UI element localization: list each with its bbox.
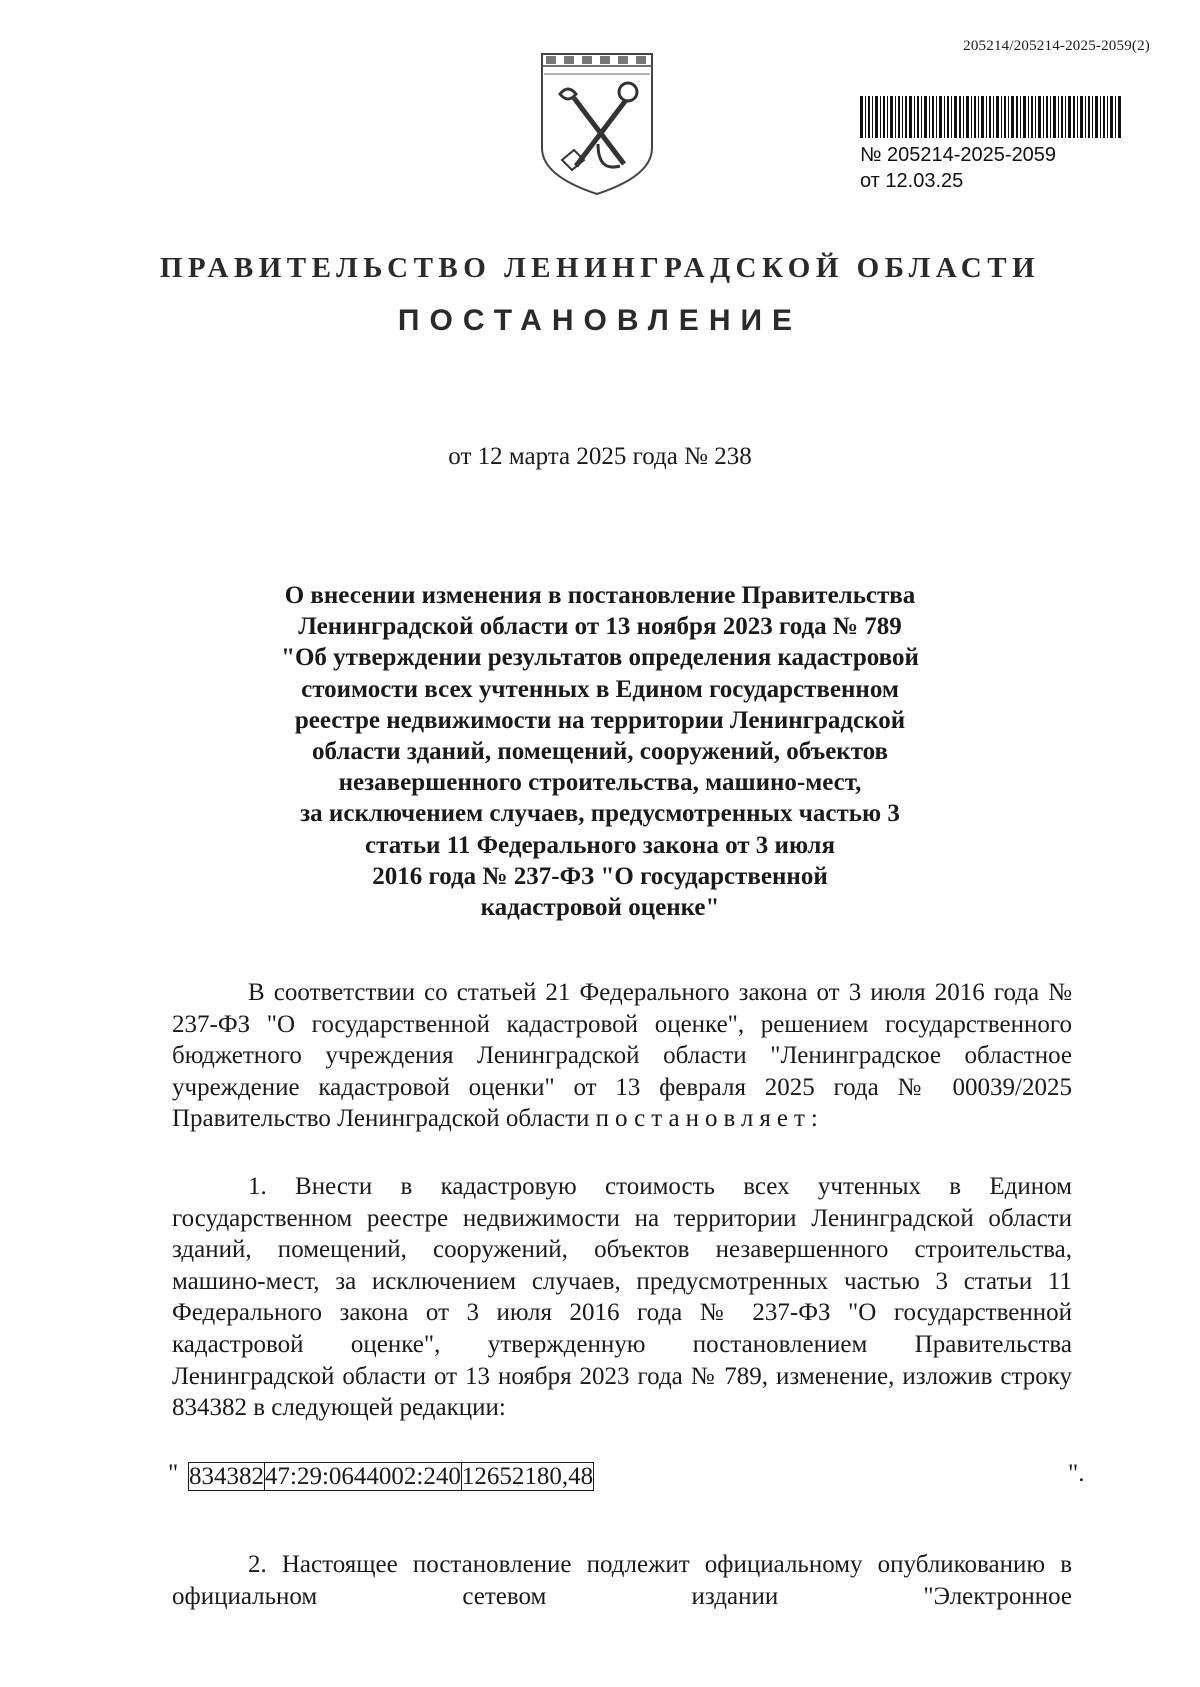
title-line: незавершенного строительства, машино-мест,: [338, 769, 862, 797]
organization-name: ПРАВИТЕЛЬСТВО ЛЕНИНГРАДСКОЙ ОБЛАСТИ: [159, 252, 1041, 284]
item-2-paragraph: 2. Настоящее постановление подлежит официальному опубликованию в официальном сетевом издании "Электронное: [172, 1551, 1072, 1610]
coat-of-arms-icon: [538, 48, 656, 198]
title-line: статьи 11 Федерального закона от 3 июля: [365, 831, 835, 859]
registration-date: от 12.03.25: [860, 170, 964, 192]
title-line: области зданий, помещений, сооружений, объектов: [311, 738, 889, 766]
title-line: реестре недвижимости на территории Ленинградской: [294, 706, 906, 734]
barcode-icon: [860, 96, 1122, 138]
registration-number: № 205214-2025-2059: [860, 144, 1057, 166]
title-line: О внесении изменения в постановление Правительства: [284, 582, 916, 609]
item-1-paragraph: 1. Внести в кадастровую стоимость всех учтенных в Едином государственном реестре недвижимости на территории Ленинградской области зданий, помещений, сооружений, объектов незавершенного строительства, машино-мест, за исключением случаев, предусмотренных частью 3 статьи 11 Федерального закона от 3 июля 2016 года № 237-ФЗ "О государственной кадастровой оценке", утвержденную постановлением Правительства Ленинградской области от 13 ноября 2023 года № 789, изменение, изложив строку 834382 в следующей редакции:: [172, 1173, 1072, 1422]
cadastral-table: [188, 1462, 594, 1491]
document-id: 205214/205214-2025-2059(2): [963, 38, 1150, 54]
preamble-paragraph: [172, 977, 1072, 1135]
title-line: стоимости всех учтенных в Едином государственном: [301, 675, 899, 703]
close-quote: ".: [1068, 1460, 1085, 1487]
preamble-text: В соответствии со статьей 21 Федерального закона от 3 июля 2016 года № 237-ФЗ "О государственной кадастровой оценке", решением государственного бюджетного учреждения Ленинградской области "Ленинградское областное учреждение кадастровой оценки" от 13 февраля 2025 года № 00039/2025 Правительство Ленинградской области: [172, 979, 1072, 1133]
table-row: [189, 1463, 594, 1491]
table-cell-cadastral-number: 47:29:0644002:240: [265, 1463, 461, 1490]
title-line: кадастровой оценке": [480, 894, 720, 922]
table-cell-cadastral-value: 12652180,48: [461, 1463, 594, 1490]
title-line: "Об утверждении результатов определения кадастровой: [281, 644, 919, 672]
open-quote: ": [168, 1460, 179, 1487]
decree-title: [200, 580, 1000, 923]
table-cell-row-number: 834382: [189, 1463, 264, 1490]
title-line: за исключением случаев, предусмотренных частью 3: [300, 800, 900, 828]
document-type: ПОСТАНОВЛЕНИЕ: [397, 304, 803, 337]
title-line: 2016 года № 237-ФЗ "О государственной: [372, 862, 828, 890]
decree-date-number: от 12 марта 2025 года № 238: [448, 443, 752, 470]
title-line: Ленинградской области от 13 ноября 2023 года № 789: [298, 613, 902, 641]
decree-word: постановляет:: [595, 1105, 824, 1133]
